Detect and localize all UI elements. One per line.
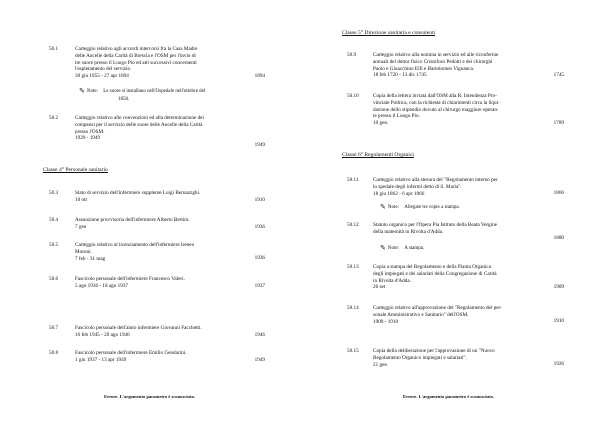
note-50-12: ✎ Note: A stampa. xyxy=(380,244,425,252)
note-50-11: ✎ Note: Allegate tre copie a stampa. xyxy=(380,203,460,211)
entry-number: 50.14 xyxy=(347,305,359,311)
entry-number: 50.2 xyxy=(49,115,59,121)
entry-year: 1949 xyxy=(254,357,265,363)
entry-text: Statuto organico per l'Opera Pia Istituto della Beata Vergine della maternità in Rivolta d'Adda. xyxy=(373,222,497,235)
entry-year: 1949 xyxy=(254,142,265,148)
entry-number: 50.8 xyxy=(49,350,59,356)
entry-number: 50.12 xyxy=(347,222,359,228)
section-heading-class-4: Classe 4° Personale sanitario xyxy=(43,167,108,173)
entry-number: 50.1 xyxy=(49,46,59,52)
entry-text: Carteggio relativo alle convenzioni ed alla determinazione dei compensi per il servizio delle suore delle Ancelle della Carità presso l'OSM. 1929 - 1949 xyxy=(75,115,204,142)
entry-number: 50.6 xyxy=(49,276,59,282)
entry-year: 1745 xyxy=(553,72,564,78)
pen-icon: ✎ xyxy=(79,87,85,95)
entry-number: 50.9 xyxy=(347,52,357,58)
page-footer: Errore. L'argomento parametro è sconosciuto. xyxy=(403,394,495,399)
entry-text: Carteggio relativo alla stesura del "Regolamento interno per lo spedale degli infermi detto di S. Maria". 18 giu 1862 - 6 apr 1866 xyxy=(373,177,498,197)
entry-text: Fascicolo personale dell'infermiere Emilio Gendarini. 1 giu 1937 - 13 apr 1949 xyxy=(75,350,187,363)
entry-text: Stato di servizio dell'infermiere supplente Luigi Bernazzghi. 10 ott xyxy=(75,190,201,203)
entry-year: 1936 xyxy=(254,224,265,230)
pen-icon: ✎ xyxy=(380,203,386,211)
section-heading-class-5: Classe 5° Direzione sanitaria e consulenti xyxy=(342,30,436,36)
entry-year: 1894 xyxy=(254,73,265,79)
entry-text: Carteggio relativo al licenziamento dell'infermiere Ireneo Moroni. 7 feb - 31 mag xyxy=(75,242,195,262)
entry-number: 50.5 xyxy=(49,242,59,248)
entry-number: 50.15 xyxy=(347,348,359,354)
entry-number: 50.11 xyxy=(347,177,359,183)
note-50-1: ✎ Note: Le suore si installano nell'Ospedale nell'ottobre del xyxy=(79,87,206,95)
entry-text: Copia della deliberazione per l'approvazione di un "Nuovo Regolamento Organico impiegati e salariati". 21 gen xyxy=(373,348,495,368)
right-page xyxy=(300,0,600,424)
entry-text: Fascicolo personale dell'infermiere Francesco Valeri. 5 ago 1936 - 18 ago 1937 xyxy=(75,276,185,289)
entry-text: Copia a stampa del Regolamento e della Pianta Organica degli impiegati e dei salariati della Congregazione di Carità in Rivolta d'Adda. 26 set xyxy=(373,264,497,291)
section-heading-class-6: Classe 6° Regolamenti Organici xyxy=(342,152,414,158)
entry-number: 50.13 xyxy=(347,264,359,270)
page-footer: Errore. L'argomento parametro è sconosciuto. xyxy=(104,394,196,399)
note-50-1-continuation: 1858. xyxy=(118,97,130,102)
entry-year: 1866 xyxy=(553,190,564,196)
pen-icon: ✎ xyxy=(380,244,386,252)
entry-text: Carteggio relativo all'approvazione del "Regolamento del per- sonale Amministrativo e Sanitario" dell'OSM. 1909 - 1910 xyxy=(373,305,502,325)
entry-year: 1909 xyxy=(553,284,564,290)
entry-year: 1936 xyxy=(254,255,265,261)
entry-text: Fascicolo personale dell'aiuto infermiere Giovanni Facchetti. 16 feb 1945 - 20 ago 1946 xyxy=(75,325,202,338)
entry-number: 50.7 xyxy=(49,325,59,331)
entry-year: 1926 xyxy=(553,361,564,367)
entry-year: 1789 xyxy=(553,120,564,126)
entry-number: 50.3 xyxy=(49,190,59,196)
entry-year: 1937 xyxy=(254,283,265,289)
entry-year: 1910 xyxy=(254,197,265,203)
entry-number: 50.4 xyxy=(49,217,59,223)
entry-year: 1880 xyxy=(553,235,564,241)
entry-year: 1946 xyxy=(254,332,265,338)
entry-text: Carteggio relativo agli accordi intercorsi fra la Casa Madre delle Ancelle della Carità di Brescia e l'OSM per l'invio di tre suore presso il Luogo Pio ed atti successivi concernenti l'espletamento del servizio. 30 giu 1855 - 27 apr 1894 xyxy=(75,46,198,80)
entry-number: 50.10 xyxy=(347,93,359,99)
entry-year: 1910 xyxy=(553,318,564,324)
entry-text: Assunzione provvisoria dell'infermiere Alberto Bertini. 7 gen xyxy=(75,217,190,230)
entry-text: Copia della lettera inviata dall'OSM alla R. Intendenza Pro- vinciale Politica, con la richiesta di chiarimenti circa la liqui- dazione dello stipendio dovuto al chirurgo maggiore operan- te presso il Luogo Pio. 10 gen. xyxy=(373,93,500,127)
entry-text: Carteggio relativo alla nomina in servizio ed alle riconferme annuali del dottor fisico Cristoforo Pedotti e dei chirurghi Paolo e Gioacchino Elfi e Bartolomeo Vignanca. 18 feb 1720 - 13 dic 1745 xyxy=(373,52,499,79)
